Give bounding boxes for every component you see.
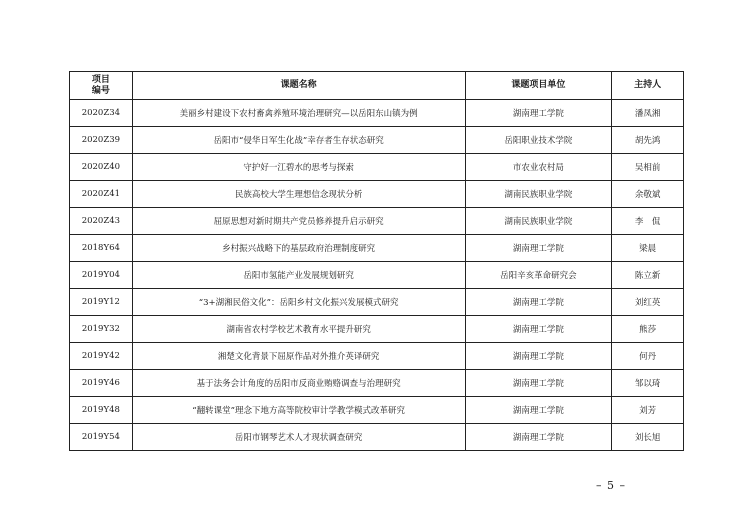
cell-project-unit: 岳阳辛亥革命研究会 xyxy=(465,262,612,289)
table-header-row xyxy=(70,72,684,100)
cell-project-host: 熊莎 xyxy=(612,316,684,343)
page-number: – 5 – xyxy=(596,479,626,492)
cell-project-host: 刘长旭 xyxy=(612,424,684,451)
cell-project-host: 李 侃 xyxy=(612,208,684,235)
cell-project-title: 岳阳市钢琴艺术人才现状调查研究 xyxy=(132,424,465,451)
cell-project-title: 湖南省农村学校艺术教育水平提升研究 xyxy=(132,316,465,343)
cell-project-unit: 湖南理工学院 xyxy=(465,397,612,424)
cell-project-unit: 湖南民族职业学院 xyxy=(465,181,612,208)
cell-project-id: 2020Z34 xyxy=(70,100,133,127)
table-row xyxy=(70,127,684,154)
cell-project-unit: 湖南理工学院 xyxy=(465,424,612,451)
cell-project-unit: 湖南理工学院 xyxy=(465,343,612,370)
cell-project-id: 2019Y48 xyxy=(70,397,133,424)
table-row xyxy=(70,100,684,127)
header-project-id-label: 项目 编号 xyxy=(91,74,110,96)
cell-project-unit: 岳阳职业技术学院 xyxy=(465,127,612,154)
cell-project-id: 2020Z41 xyxy=(70,181,133,208)
cell-project-host: 邹以琦 xyxy=(612,370,684,397)
table-row xyxy=(70,370,684,397)
cell-project-title: 民族高校大学生理想信念现状分析 xyxy=(132,181,465,208)
table-row xyxy=(70,424,684,451)
cell-project-id: 2018Y64 xyxy=(70,235,133,262)
cell-project-id: 2019Y32 xyxy=(70,316,133,343)
cell-project-host: 梁晨 xyxy=(612,235,684,262)
cell-project-title: 守护好一江碧水的思考与探索 xyxy=(132,154,465,181)
table-row xyxy=(70,397,684,424)
projects-table xyxy=(69,71,684,451)
cell-project-host: 陈立新 xyxy=(612,262,684,289)
cell-project-title: 基于法务会计角度的岳阳市反商业贿赂调查与治理研究 xyxy=(132,370,465,397)
header-project-host: 主持人 xyxy=(612,72,684,100)
cell-project-id: 2019Y46 xyxy=(70,370,133,397)
cell-project-title: 岳阳市“侵华日军生化战”幸存者生存状态研究 xyxy=(132,127,465,154)
cell-project-host: 刘红英 xyxy=(612,289,684,316)
cell-project-host: 刘芳 xyxy=(612,397,684,424)
cell-project-unit: 湖南理工学院 xyxy=(465,370,612,397)
cell-project-host: 吴相前 xyxy=(612,154,684,181)
cell-project-unit: 湖南理工学院 xyxy=(465,100,612,127)
cell-project-host: 胡先鸿 xyxy=(612,127,684,154)
cell-project-unit: 湖南理工学院 xyxy=(465,316,612,343)
cell-project-id: 2019Y54 xyxy=(70,424,133,451)
table-row xyxy=(70,289,684,316)
cell-project-unit: 湖南理工学院 xyxy=(465,235,612,262)
cell-project-title: 湘楚文化背景下屈原作品对外推介英译研究 xyxy=(132,343,465,370)
header-project-title: 课题名称 xyxy=(132,72,465,100)
table-row xyxy=(70,235,684,262)
cell-project-id: 2019Y12 xyxy=(70,289,133,316)
cell-project-title: 乡村振兴战略下的基层政府治理制度研究 xyxy=(132,235,465,262)
cell-project-host: 余敬斌 xyxy=(612,181,684,208)
cell-project-host: 何丹 xyxy=(612,343,684,370)
cell-project-id: 2020Z40 xyxy=(70,154,133,181)
header-project-id xyxy=(70,72,133,100)
table-row xyxy=(70,316,684,343)
table-row xyxy=(70,343,684,370)
cell-project-unit: 市农业农村局 xyxy=(465,154,612,181)
cell-project-id: 2019Y04 xyxy=(70,262,133,289)
cell-project-title: 美丽乡村建设下农村畜禽养殖环境治理研究—以岳阳东山镇为例 xyxy=(132,100,465,127)
table-body xyxy=(70,100,684,451)
cell-project-id: 2019Y42 xyxy=(70,343,133,370)
table-row xyxy=(70,208,684,235)
cell-project-title: “翻转课堂”理念下地方高等院校审计学教学模式改革研究 xyxy=(132,397,465,424)
cell-project-unit: 湖南理工学院 xyxy=(465,289,612,316)
cell-project-title: 岳阳市氢能产业发展规划研究 xyxy=(132,262,465,289)
table-row xyxy=(70,262,684,289)
cell-project-title: “3+湖湘民俗文化”：岳阳乡村文化振兴发展模式研究 xyxy=(132,289,465,316)
cell-project-id: 2020Z39 xyxy=(70,127,133,154)
cell-project-id: 2020Z43 xyxy=(70,208,133,235)
table-row xyxy=(70,154,684,181)
cell-project-unit: 湖南民族职业学院 xyxy=(465,208,612,235)
header-project-unit: 课题项目单位 xyxy=(465,72,612,100)
table-row xyxy=(70,181,684,208)
cell-project-host: 潘凤湘 xyxy=(612,100,684,127)
cell-project-title: 屈原思想对新时期共产党员修养提升启示研究 xyxy=(132,208,465,235)
